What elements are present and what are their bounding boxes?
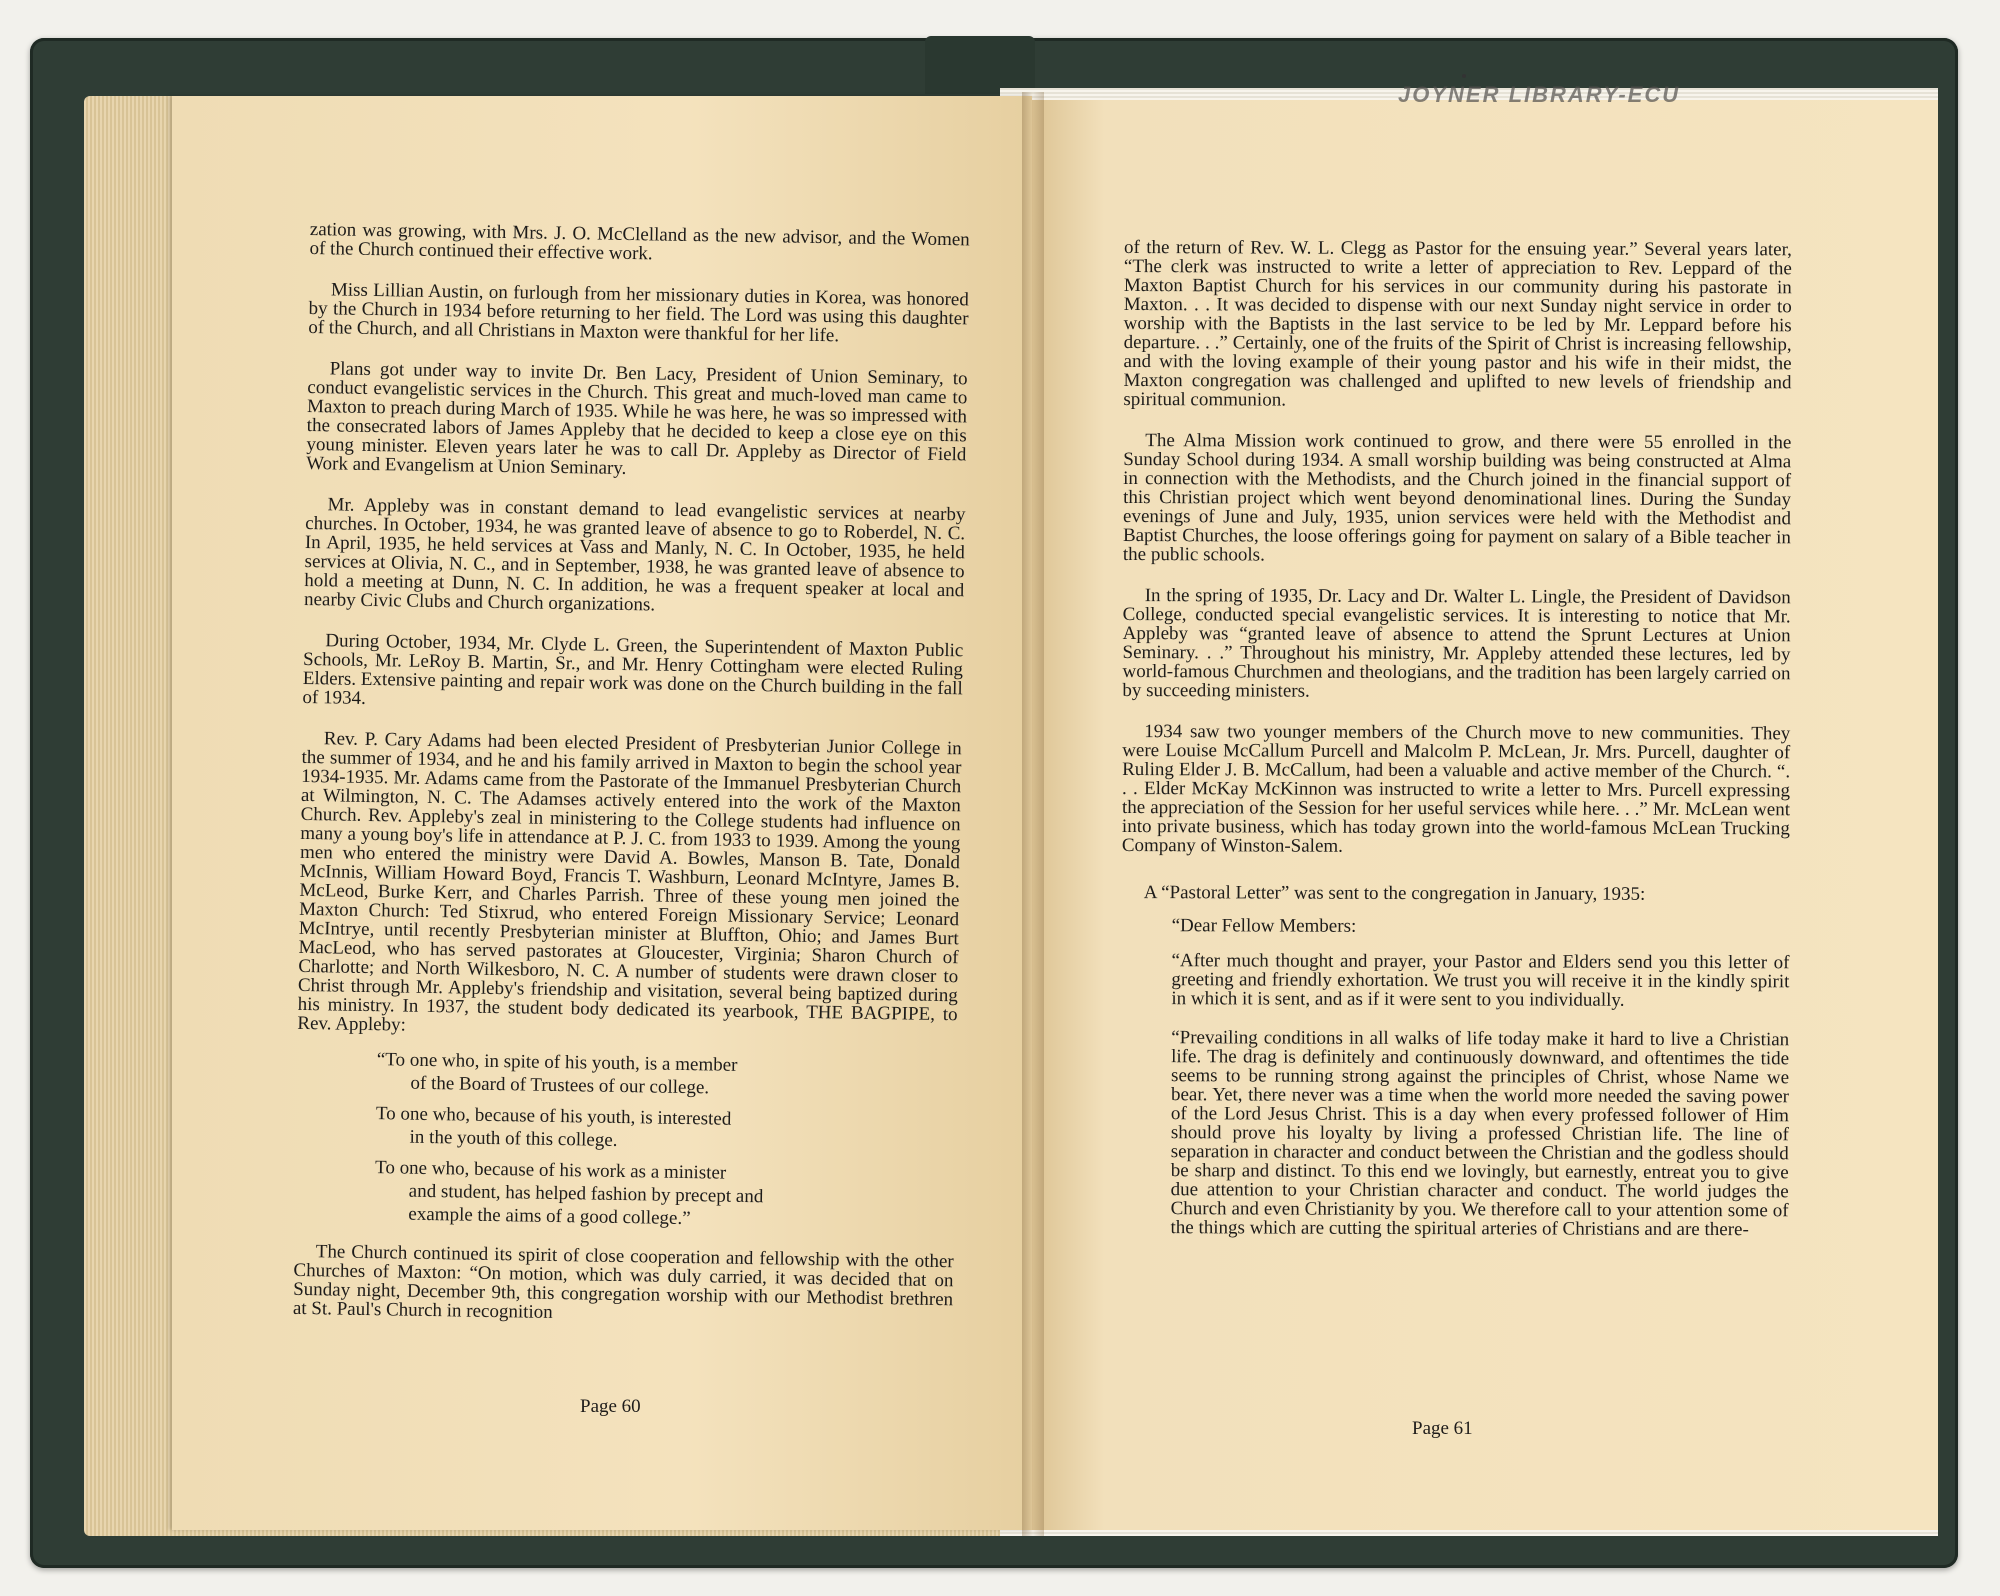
paragraph: Plans got under way to invite Dr. Ben Lacy, President of Union Seminary, to conduct evangelistic services in the Church. This great and much-loved man came to Maxton to preach during March of 1935. While he was here, he was so impressed with the consecrated labors of James Appleby that he decided to keep a close eye on this young minister. Eleven years later he was to call Dr. Appleby as Director of Field Work and Evangelism at Union Seminary. bbox=[306, 358, 968, 479]
paragraph: The Alma Mission work continued to grow, and there were 55 enrolled in the Sunday School during 1934. A small worship building was being constructed at Alma in connection with the Methodists, and the Church joined in the financial support of this Christian project which went beyond denominational lines. During the Sunday evenings of June and July, 1935, union services were held with the Methodist and Baptist Churches, the loose offerings going for payment on salary of a Bible teacher in the public schools. bbox=[1122, 430, 1792, 566]
paragraph: During October, 1934, Mr. Clyde L. Green, the Superintendent of Maxton Public Schools, Mr. LeRoy B. Martin, Sr., and Mr. Henry Cottingham were elected Ruling Elders. Extensive painting and repair work was done on the Church building in the fall of 1934. bbox=[302, 630, 964, 709]
page-number: Page 60 bbox=[580, 1396, 641, 1417]
poem-line: in the youth of this college. bbox=[409, 1126, 618, 1151]
poem-line: “To one who, in spite of his youth, is a member bbox=[376, 1049, 738, 1076]
paragraph: Miss Lillian Austin, on furlough from her missionary duties in Korea, was honored by the Church in 1934 before returning to her field. The Lord was using this daughter of the Church, and all Christians in Maxton were thankful for her life. bbox=[308, 279, 969, 347]
poem-line: and student, has helped fashion by precept and bbox=[408, 1180, 764, 1208]
paragraph: The Church continued its spirit of close cooperation and fellowship with the other Churches of Maxton: “On motion, which was duly carried, it was decided that on Sunday night, December 9th, this congregation worship with our Methodist brethren at St. Paul's Church in recognition bbox=[292, 1241, 954, 1323]
page-number: Page 61 bbox=[1412, 1418, 1473, 1439]
dedication-poem bbox=[294, 1047, 957, 1234]
poem-line: To one who, because of his youth, is interested bbox=[375, 1103, 732, 1130]
paragraph: of the return of Rev. W. L. Clegg as Pastor for the ensuing year.” Several years later, “The clerk was instructed to write a letter of appreciation to Rev. Leppard of the Maxton Baptist Church for his services in our community during his pastorate in Maxton. . . It was decided to dispense with our next Sunday night service in order to worship with the Baptists in the last service to be led by Mr. Leppard before his departure. . .” Certainly, one of the fruits of the Spirit of Christ is increasing fellowship, and with the loving example of their young pastor and his wife in their midst, the Maxton congregation was challenged and uplifted to new levels of friendship and spiritual communion. bbox=[1123, 237, 1792, 411]
paragraph: zation was growing, with Mrs. J. O. McClelland as the new advisor, and the Women of the Church continued their effective work. bbox=[309, 219, 970, 265]
poem-line: example the aims of a good college.” bbox=[408, 1203, 691, 1230]
paragraph: A “Pastoral Letter” was sent to the congregation in January, 1935: bbox=[1143, 882, 1646, 905]
paragraph: Mr. Appleby was in constant demand to lead evangelistic services at nearby churches. In October, 1934, he was granted leave of absence to go to Roberdel, N. C. In April, 1935, he held services at Vass and Manly, N. C. In October, 1935, he held services at Olivia, N. C., and in September, 1938, he was granted leave of absence to hold a meeting at Dunn, N. C. In addition, he was a frequent speaker at local and nearby Civic Clubs and Church organizations. bbox=[303, 494, 966, 616]
letter-salutation: “Dear Fellow Members: bbox=[1171, 915, 1357, 937]
book-gutter bbox=[1022, 92, 1044, 1536]
left-page-text bbox=[292, 220, 970, 1350]
cover-spine-top bbox=[925, 36, 1035, 94]
paragraph: In the spring of 1935, Dr. Lacy and Dr. Walter L. Lingle, the President of Davidson College, conducted special evangelistic services. It is interesting to notice that Mr. Appleby was “granted leave of absence to attend the Sprunt Lectures at Union Seminary. . .” Throughout his ministry, Mr. Appleby attended these lectures, led by world-famous Churchmen and theologians, and the tradition has been largely carried on by succeeding ministers. bbox=[1122, 585, 1791, 702]
right-page-text bbox=[1120, 238, 1792, 1259]
poem-line: of the Board of Trustees of our college. bbox=[410, 1072, 710, 1099]
letter-paragraph: “After much thought and prayer, your Pastor and Elders send you this letter of greeting and friendly exhortation. We trust you will receive it in the kindly spirit in which it is sent, and as if it were sent to you individually. bbox=[1171, 950, 1790, 1011]
poem-line: To one who, because of his work as a minister bbox=[374, 1157, 727, 1184]
paragraph: 1934 saw two younger members of the Church move to new communities. They were Louise McCallum Purcell and Malcolm P. McLean, Jr. Mrs. Purcell, daughter of Ruling Elder J. B. McCallum, had been a valuable and active member of the Church. “. . . Elder McKay McKinnon was instructed to write a letter to Mrs. Purcell expressing the appreciation of the Session for her useful services while here. . .” Mr. McLean went into private business, which has today grown into the world-famous McLean Trucking Company of Winston-Salem. bbox=[1121, 721, 1791, 857]
pastoral-letter bbox=[1121, 916, 1790, 1239]
letter-paragraph: “Prevailing conditions in all walks of life today make it hard to live a Christian life. The drag is definitely and continuously downward, and oftentimes the tide seems to be running strong against the principles of Christ, whose Name we bear. Yet, there never was a time when the world more needed the saving power of the Lord Jesus Christ. This is a day when every professed follower of Him should prove his loyalty by living a professed Christian life. The line of separation in character and conduct between the Christian and the godless should be sharp and distinct. To this end we lovingly, but earnestly, entreat you to give due attention to your Christian character and conduct. The world judges the Church and even Christianity by you. We therefore call to your attention some of the things which are cutting the spiritual arteries of Christians and are there- bbox=[1170, 1027, 1790, 1241]
paragraph: Rev. P. Cary Adams had been elected President of Presbyterian Junior College in the summer of 1934, and he and his family arrived in Maxton to begin the school year 1934-1935. Mr. Adams came from the Pastorate of the Immanuel Presbyterian Church at Wilmington, N. C. The Adamses actively entered into the work of the Maxton Church. Rev. Appleby's zeal in ministering to the College students had influence on many a young boy's life in attendance at P. J. C. from 1933 to 1939. Among the young men who entered the ministry were David A. Bowles, Manson B. Tate, Donald McInnis, William Howard Boyd, Francis T. Washburn, Leonard McIntyre, James B. McLeod, Burke Kerr, and Charles Parrish. Three of these young men joined the Maxton Church: Ted Stixrud, who entered Foreign Missionary Service; Leonard McIntrye, until recently Presbyterian minister at Bluffton, Ohio; and James Burt MacLeod, who has served pastorates at Gloucester, Virginia; Sharon Church of Charlotte; and North Wilkesboro, N. C. A number of students were drawn closer to Christ through Mr. Appleby's friendship and visitation, several being baptized during his ministry. In 1937, the student body dedicated its yearbook, THE BAGPIPE, to Rev. Appleby: bbox=[297, 728, 962, 1036]
library-stamp: JOYNER LIBRARY-ECU bbox=[1398, 82, 1681, 107]
page-mark bbox=[1462, 74, 1466, 78]
